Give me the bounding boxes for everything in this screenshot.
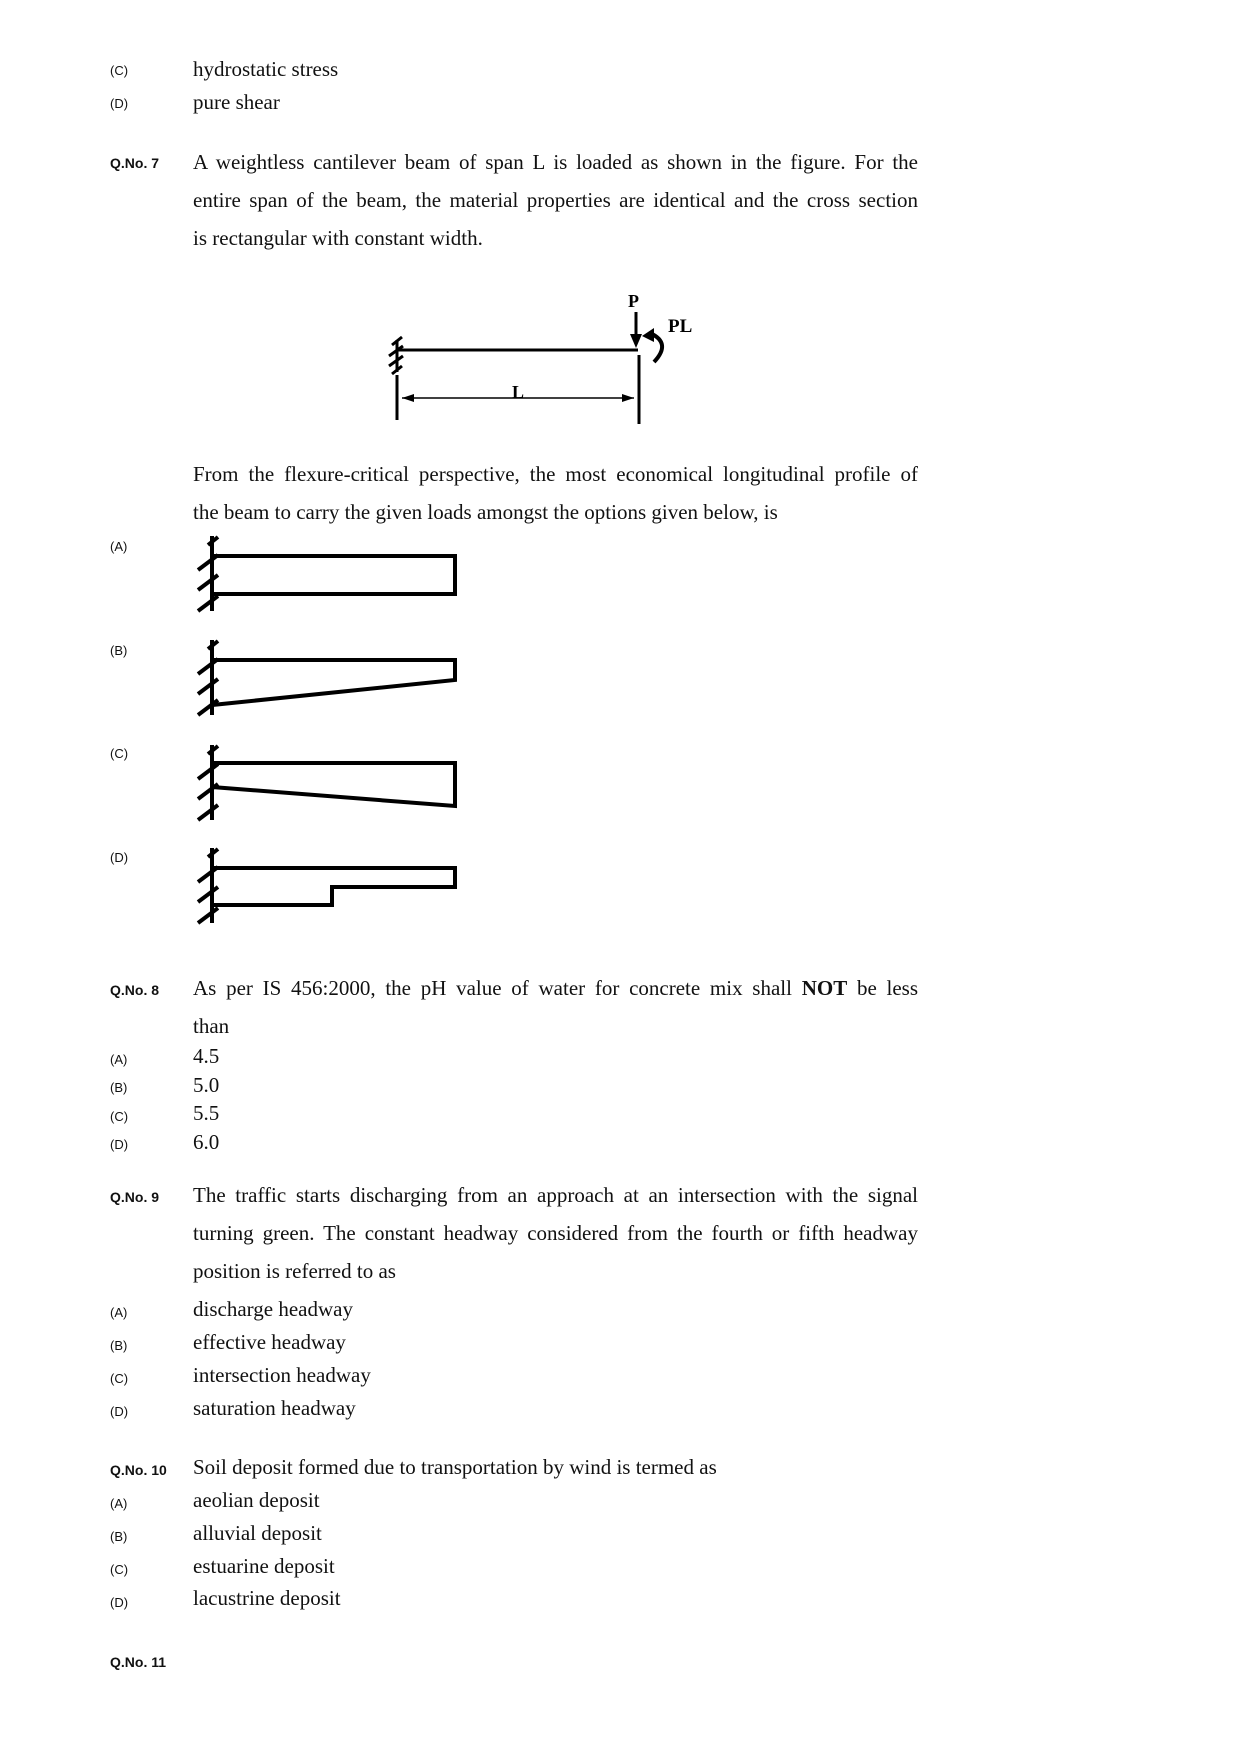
q10-number: Q.No. 10: [110, 1462, 167, 1478]
q9-stem-line: turning green. The constant headway considered from the fourth or fifth headway: [193, 1221, 918, 1245]
q7-option-c-label: (C): [110, 746, 129, 761]
q9-option-a-label: (A): [110, 1305, 128, 1320]
q7-followup-line: From the flexure-critical perspective, the most economical longitudinal profile of: [193, 462, 918, 486]
q8-option-d-label: (D): [110, 1137, 129, 1152]
q10-option-b-text: alluvial deposit: [193, 1521, 322, 1545]
q7-option-a-label: (A): [110, 539, 128, 554]
q10-option-d-text: lacustrine deposit: [193, 1586, 341, 1610]
q7-stem-line: is rectangular with constant width.: [193, 226, 483, 250]
q8-number: Q.No. 8: [110, 982, 160, 998]
q9-option-d-label: (D): [110, 1404, 129, 1419]
q8-stem-line: [193, 969, 918, 1007]
moment-label-pl: PL: [668, 316, 693, 337]
q11-number: Q.No. 11: [110, 1654, 167, 1670]
dimension-arrow-left: [402, 394, 414, 402]
q8-stem-part1: As per IS 456:2000, the pH value of water for concrete mix shall: [193, 976, 792, 1000]
q9-option-b-label: (B): [110, 1338, 128, 1353]
q9-option-b-text: effective headway: [193, 1330, 346, 1354]
q10-option-d-label: (D): [110, 1595, 129, 1610]
q7-option-b-label: (B): [110, 643, 128, 658]
q10-option-c-text: estuarine deposit: [193, 1554, 335, 1578]
q10-stem: Soil deposit formed due to transportation by wind is termed as: [193, 1455, 717, 1479]
q7-stem-line: entire span of the beam, the material properties are identical and the cross section: [193, 188, 918, 212]
q7-option-d-profile: [198, 848, 455, 923]
q7-option-a-profile: [198, 536, 455, 611]
q10-option-a-text: aeolian deposit: [193, 1488, 320, 1512]
q7-followup-line: the beam to carry the given loads amongst the options given below, is: [193, 500, 778, 524]
q10-option-c-label: (C): [110, 1562, 129, 1577]
q8-option-a-text: 4.5: [193, 1044, 220, 1068]
q6-option-d-text: pure shear: [193, 90, 280, 114]
dimension-arrow-right: [622, 394, 634, 402]
q7-option-b-profile: [198, 640, 455, 715]
q8-stem-emphasis: NOT: [801, 976, 848, 1000]
q9-option-d-text: saturation headway: [193, 1396, 356, 1420]
q8-option-c-text: 5.5: [193, 1101, 220, 1125]
q8-option-c-label: (C): [110, 1109, 129, 1124]
q8-stem-part2: be less: [856, 976, 919, 1000]
q9-option-c-label: (C): [110, 1371, 129, 1386]
q8-stem-line2: than: [193, 1014, 230, 1038]
q7-followup: [193, 455, 918, 531]
q6-option-c-label: (C): [110, 63, 129, 78]
q7-stem-line: A weightless cantilever beam of span L is loaded as shown in the figure. For the: [193, 150, 918, 174]
q6-option-d-label: (D): [110, 96, 129, 111]
q8-option-d-text: 6.0: [193, 1130, 220, 1154]
q10-option-a-label: (A): [110, 1496, 128, 1511]
span-label-l: L: [512, 382, 525, 402]
q9-option-c-text: intersection headway: [193, 1363, 371, 1387]
load-label-p: P: [628, 291, 639, 311]
q8-option-b-text: 5.0: [193, 1073, 220, 1097]
q8-stem: [193, 969, 918, 1045]
q10-option-b-label: (B): [110, 1529, 128, 1544]
q9-stem-line: position is referred to as: [193, 1259, 396, 1283]
q7-option-d-label: (D): [110, 850, 129, 865]
q7-option-c-profile: [198, 745, 455, 820]
q9-stem: [193, 1176, 918, 1290]
q9-number: Q.No. 9: [110, 1189, 160, 1205]
q9-option-a-text: discharge headway: [193, 1297, 353, 1321]
q9-stem-line: The traffic starts discharging from an approach at an intersection with the signal: [193, 1183, 918, 1207]
q8-option-b-label: (B): [110, 1080, 128, 1095]
q8-option-a-label: (A): [110, 1052, 128, 1067]
q7-number: Q.No. 7: [110, 155, 160, 171]
q7-loaded-cantilever-figure: [389, 312, 662, 424]
q6-option-c-text: hydrostatic stress: [193, 57, 339, 81]
